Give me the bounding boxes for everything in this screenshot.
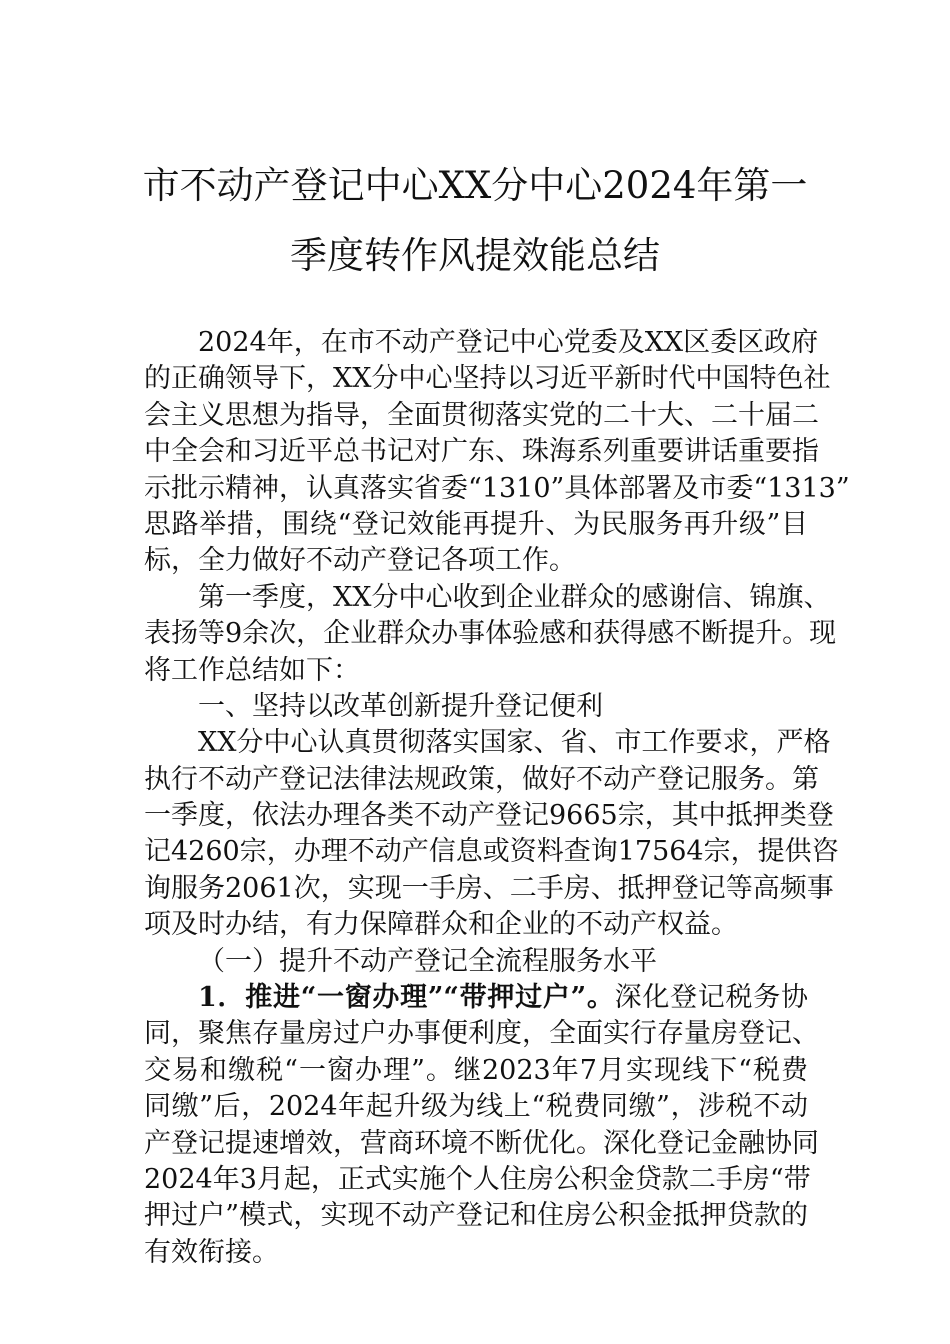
paragraph-line: 一季度，依法办理各类不动产登记9665宗，其中抵押类登 — [144, 800, 834, 832]
paragraph-line: 2024年，在市不动产登记中心党委及XX区委区政府 — [198, 327, 819, 358]
subsection-heading: （一）提升不动产登记全流程服务水平 — [198, 945, 657, 977]
paragraph-line: 同缴”后，2024年起升级为线上“税费同缴”，涉税不动 — [144, 1091, 808, 1123]
paragraph-line: XX分中心认真贯彻落实国家、省、市工作要求，严格 — [198, 727, 831, 759]
paragraph-line: 将工作总结如下： — [144, 654, 360, 686]
bold-lead-text: 1．推进“一窗办理”“带押过户”。 — [198, 982, 615, 1014]
paragraph-line: 执行不动产登记法律法规政策，做好不动产登记服务。第 — [144, 763, 819, 795]
paragraph-line: 标，全力做好不动产登记各项工作。 — [144, 545, 576, 577]
paragraph-line: 交易和缴税“一窗办理”。继2023年7月实现线下“税费 — [144, 1054, 808, 1086]
paragraph-line: 思路举措，围绕“登记效能再提升、为民服务再升级”目 — [144, 508, 808, 540]
paragraph-line: 中全会和习近平总书记对广东、珠海系列重要讲话重要指 — [144, 436, 819, 468]
paragraph-line: 表扬等9余次，企业群众办事体验感和获得感不断提升。现 — [144, 618, 837, 650]
paragraph-line: 2024年3月起，正式实施个人住房公积金贷款二手房“带 — [144, 1163, 811, 1195]
paragraph-line: 同，聚焦存量房过户办事便利度，全面实行存量房登记、 — [144, 1018, 819, 1050]
document-body — [144, 325, 850, 1271]
paragraph-line: 记4260宗，办理不动产信息或资料查询17564宗，提供咨 — [144, 836, 839, 868]
paragraph-text: 深化登记税务协 — [614, 982, 808, 1014]
paragraph-line: 示批示精神，认真落实省委“1310”具体部署及市委“1313” — [144, 472, 850, 504]
paragraph-line: 第一季度，XX分中心收到企业群众的感谢信、锦旗、 — [198, 581, 831, 613]
paragraph-line: 会主义思想为指导，全面贯彻落实党的二十大、二十届二 — [144, 399, 819, 431]
section-heading: 一、坚持以改革创新提升登记便利 — [198, 690, 603, 722]
paragraph-line: 押过户”模式，实现不动产登记和住房公积金抵押贷款的 — [144, 1200, 808, 1232]
paragraph-line: 产登记提速增效，营商环境不断优化。深化登记金融协同 — [144, 1127, 819, 1159]
document-title-line-1: 市不动产登记中心XX分中心2024年第一 — [142, 164, 808, 207]
paragraph-line-with-bold-lead — [144, 980, 808, 1016]
paragraph-line: 的正确领导下，XX分中心坚持以习近平新时代中国特色社 — [144, 363, 831, 395]
document-title-line-2: 季度转作风提效能总结 — [290, 234, 660, 277]
paragraph-line: 询服务2061次，实现一手房、二手房、抵押登记等高频事 — [144, 872, 834, 904]
paragraph-line: 项及时办结，有力保障群众和企业的不动产权益。 — [144, 909, 738, 941]
paragraph-line: 有效衔接。 — [144, 1236, 279, 1268]
